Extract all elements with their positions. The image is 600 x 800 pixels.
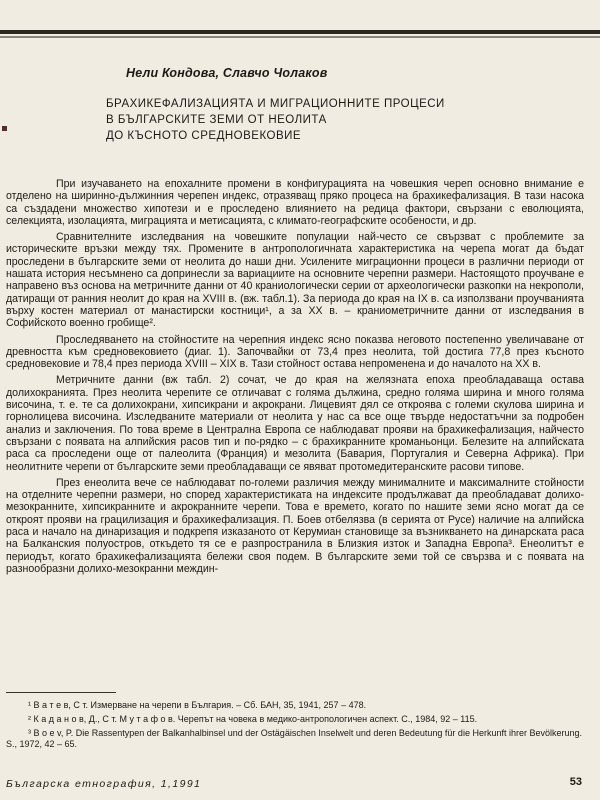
page-top-edge-shadow [0,36,600,38]
body-paragraph: Проследяването на стойностите на черепния индекс ясно показва неговото постепенно увеличаване от древността към средновековието (диаг. 1). Започвайки от 73,4 през неолита, той достига 77,8 през късното средновековие и 78,4 през периода XVIII – XIX в. Тази стойност остава непроменена и до началото на XX в. [6,333,584,371]
page-number: 53 [569,776,582,788]
footnotes [6,700,584,753]
title-line: БРАХИКЕФАЛИЗАЦИЯТА И МИГРАЦИОННИТЕ ПРОЦЕСИ [106,98,445,110]
title-line: ДО КЪСНОТО СРЕДНОВЕКОВИЕ [106,130,302,142]
body-paragraph: През енеолита вече се наблюдават по-големи различия между минималните и максималните стойности на отделните черепни размери, но според характеристиката на индексите продължават да преобладават долихо-мезокранните, хипсикранните и акрокранните черепи. Това е времето, когато по нашите земи ясно могат да се откроят прояви на грацилизация и брахикефализация. П. Боев отбелязва (в серията от Русе) наличие на алпийска раса и начало на динаризация и подкрепя изказаното от Керумиан становище за възникването на динарската раса на Балканския полуостров, откъдето тя се е разпространила в Близкия изток и Западна Европа³. Енеолитът е периодът, когато брахикефализацията бележи своя подем. В българските земи той се свързва и с появата на разнообразни долихо-мезокранни междин- [6,476,584,575]
footnote-divider [6,692,116,693]
body-paragraph: Метричните данни (вж табл. 2) сочат, че до края на желязната епоха преобладаваща остава долихокранията. През неолита черепите се отличават с голяма дължина, средно голяма ширина и много голяма височина, т. е. те са долихокрани, хипсикрани и акрокрани. Лицевият дял се откроява с големи скулова ширина и горнолицева височина. Изследваните материали от неолита у нас са все още твърде недостатъчни за подробен анализ и заключения. По това време в Централна Европа се наблюдават прояви на брахикефализация, найчесто свързани с появата на алпийския расов тип и по-рядко – с брахикранните кроманьонци. Белезите на алпийската раса са проследени още от палеолита (Франция) и мезолита (Бавария, Португалия и Северна Африка). При неолитните черепи от българските земи преобладаващи се явяват протомедитеранските расови типове. [6,374,584,473]
article-authors: Нели Кондова, Славчо Чолаков [126,66,328,80]
article-title [106,96,526,144]
footnote: ² К а д а н о в, Д., С т. М у т а ф о в. Черепът на човека в медико-антропологичен аспект. С., 1984, 92 – 115. [28,714,478,724]
article-body [6,178,584,579]
journal-footer: Българска етнография, 1,1991 [6,778,202,790]
margin-mark [2,126,7,131]
page-top-edge [0,30,600,34]
body-paragraph: Сравнителните изследвания на човешките популации най-често се свързват с проблемите за историческите връзки между тях. Промените в антропологичната характеристика на черепа могат да бъдат проследени в българските земи от неолита до наши дни. Усилените миграционни процеси в различни периоди от нашата история несъмнено са допринесли за вариациите на основните черепни размери. Настоящото проучване е направено въз основа на метричните данни от 40 краниологически серии от археологически разкопки на некрополи, датиращи от ранния неолит до края на XVIII в. (вж. табл.1). За периода до края на IX в. са използвани проучванията върху костен материал от манастирски костници¹, а за XX в. – краниометричните данни от изследвания в Софийското военно гробище². [6,231,584,330]
title-line: В БЪЛГАРСКИТЕ ЗЕМИ ОТ НЕОЛИТА [106,114,327,126]
body-paragraph: При изучаването на епохалните промени в конфигурацията на човешкия череп основно внимание е отделено на ширинно-дължинния черепен индекс, отразяващ пряко процеса на брахикефализация. В тази насока са създадени множество хипотези и е проследено влиянието на редица фактори, свързани с еволюцията, селекцията, изолацията, миграцията и метисацията, с климато-географските особености, и др. [6,178,584,227]
footnote: ¹ В а т е в, С т. Измерване на черепи в България. – Сб. БАН, 35, 1941, 257 – 478. [28,700,367,710]
footnote: ³ B o e v, P. Die Rassentypen der Balkanhalbinsel und der Ostägäischen Inselwelt und deren Bedeutung für die Herkunft ihrer Bevölkerung. S., 1972, 42 – 65. [6,728,582,749]
